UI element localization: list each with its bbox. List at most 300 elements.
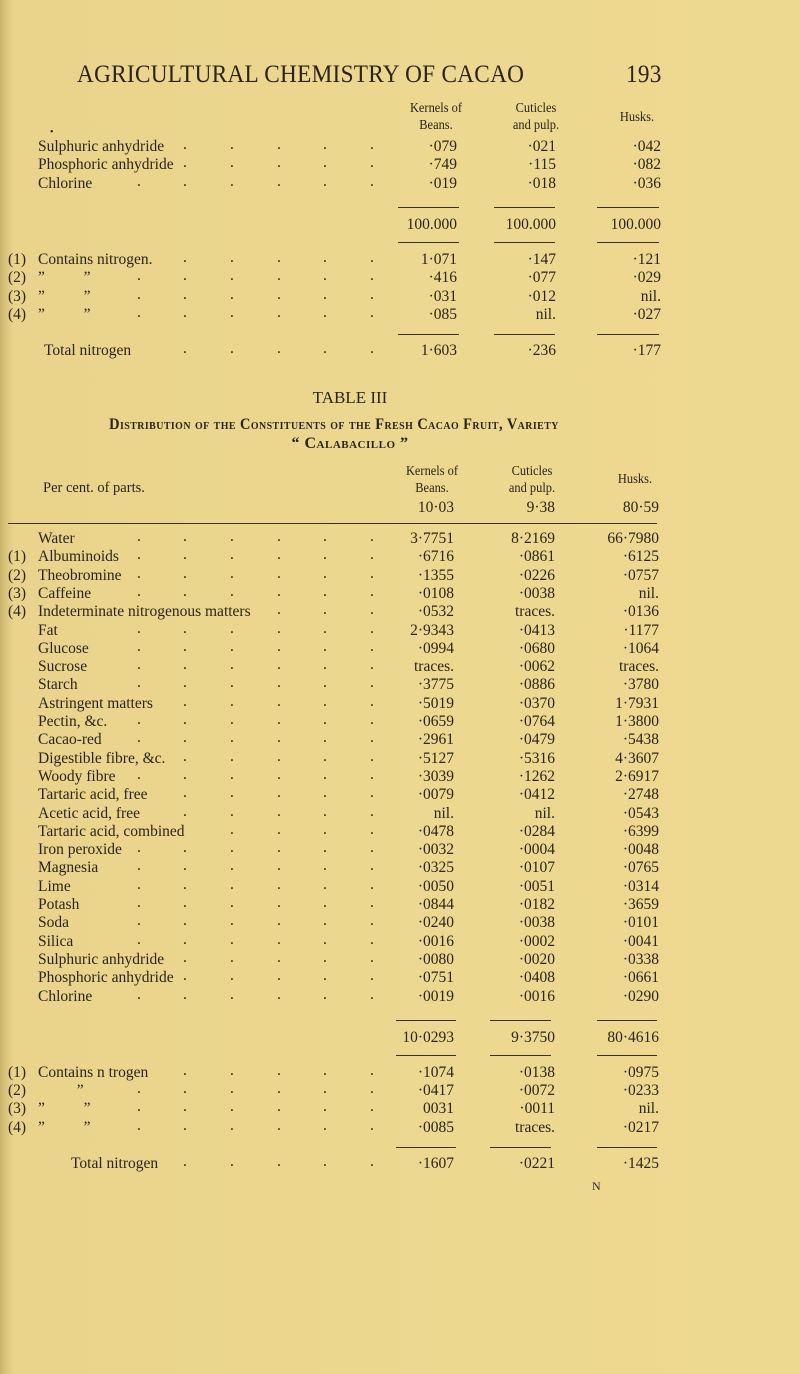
leader-dot: .	[230, 1061, 234, 1079]
column-rule	[490, 1055, 551, 1056]
leader-dot: .	[323, 711, 327, 728]
leader-dot: .	[370, 528, 374, 545]
cell-value: 3·7751	[410, 530, 454, 547]
leader-dot: .	[277, 285, 281, 303]
cell-value: ·0101	[622, 914, 659, 932]
leader-dot: .	[370, 619, 374, 637]
leader-dot: .	[183, 711, 187, 728]
column-total: 10·0293	[402, 1028, 454, 1046]
leader-dot: .	[230, 729, 234, 747]
leader-dot: .	[230, 857, 234, 875]
page-number: 193	[626, 61, 662, 88]
leader-dot: .	[137, 1098, 141, 1116]
cell-value: ·0107	[518, 859, 555, 877]
leader-dot: .	[370, 765, 374, 783]
leader-dot: .	[370, 948, 374, 966]
cell-value: ·0108	[417, 584, 454, 602]
cell-value: ·0757	[622, 566, 659, 584]
cell-value: ·3775	[417, 676, 454, 694]
leader-dot: .	[277, 267, 281, 285]
leader-dot: .	[137, 765, 141, 783]
leader-dot: .	[183, 765, 187, 783]
leader-dot: .	[137, 172, 141, 190]
leader-dot: .	[370, 303, 374, 321]
leader-dot: .	[137, 528, 141, 545]
leader-dot: .	[277, 340, 281, 358]
leader-dot: .	[370, 1098, 374, 1116]
leader-dot: .	[230, 1098, 234, 1116]
leader-dot: .	[323, 601, 327, 619]
cell-value: ·1074	[417, 1063, 454, 1081]
cell-value: ·0072	[518, 1082, 555, 1100]
leader-dot: .	[277, 857, 281, 875]
column-rule	[490, 1020, 551, 1021]
leader-dot: .	[323, 894, 327, 911]
cell-value: ·0038	[518, 914, 555, 932]
cell-value: ·0004	[518, 841, 555, 859]
leader-dot: .	[230, 285, 234, 303]
cell-value: ·0080	[417, 950, 454, 968]
leader-dot: .	[137, 894, 141, 911]
leader-dot: .	[183, 802, 187, 820]
column-rule	[494, 207, 555, 208]
leader-dot: .	[323, 948, 327, 966]
leader-dot: .	[277, 1153, 281, 1170]
row-label: Water	[38, 530, 75, 547]
row-label: Contains n trogen	[38, 1063, 149, 1081]
leader-dot: .	[183, 1061, 187, 1079]
leader-dot: .	[230, 248, 234, 266]
leader-dot: .	[277, 172, 281, 190]
cell-value: ·0290	[622, 987, 659, 1005]
leader-dot: .	[277, 656, 281, 674]
cell-value: ·0011	[519, 1100, 555, 1118]
leader-dot: .	[370, 582, 374, 600]
leader-dot: .	[137, 1080, 141, 1098]
leader-dot: .	[323, 267, 327, 285]
leader-dot: .	[370, 875, 374, 893]
cell-value: ·3659	[622, 896, 659, 913]
leader-dot: .	[137, 875, 141, 893]
row-label: Silica	[38, 932, 74, 950]
cell-value: ·0408	[518, 969, 555, 987]
row-label: Sulphuric anhydride	[38, 138, 165, 155]
leader-dot: .	[230, 637, 234, 655]
leader-dot: .	[370, 1061, 374, 1079]
leader-dot: .	[230, 340, 234, 358]
cell-value: ·0543	[622, 804, 659, 822]
leader-dot: .	[323, 857, 327, 875]
leader-dot: .	[370, 601, 374, 619]
leader-dot: .	[323, 692, 327, 710]
leader-dot: .	[370, 1116, 374, 1134]
leader-dot: .	[183, 839, 187, 857]
cell-value: ·018	[527, 174, 556, 192]
row-label: Chlorine	[38, 987, 93, 1005]
cell-value: ·0417	[417, 1082, 454, 1100]
leader-dot: .	[230, 985, 234, 1003]
leader-dot: .	[137, 546, 141, 564]
leader-dot: .	[323, 1098, 327, 1116]
leader-dot: .	[277, 154, 281, 172]
leader-dot: .	[183, 857, 187, 875]
leader-dot: .	[137, 1116, 141, 1134]
row-label: ” ”	[38, 1100, 91, 1118]
leader-dot: .	[277, 546, 281, 564]
row-label: Potash	[38, 896, 80, 913]
leader-dot: .	[277, 692, 281, 710]
row-label: Cacao-red	[38, 731, 102, 749]
leader-dot: .	[137, 674, 141, 692]
row-number: (2)	[8, 566, 27, 584]
cell-value: ·029	[632, 269, 661, 287]
cell-value: ·6125	[622, 548, 659, 566]
row-number: (3)	[8, 287, 27, 305]
row-number: (3)	[8, 584, 27, 602]
row-label: ”	[38, 1082, 84, 1100]
cell-value: ·0240	[417, 914, 454, 932]
column-rule	[398, 207, 459, 208]
cell-value: 66·7980	[607, 530, 659, 547]
column-rule	[597, 242, 659, 243]
row-label: Contains nitrogen.	[38, 250, 153, 268]
leader-dot: .	[230, 765, 234, 783]
column-rule	[597, 207, 659, 208]
column-rule	[398, 242, 459, 243]
leader-dot: .	[137, 711, 141, 728]
leader-dot: .	[323, 154, 327, 172]
row-label: Tartaric acid, free	[38, 786, 148, 804]
row-number: (2)	[8, 1082, 27, 1100]
leader-dot: .	[183, 637, 187, 655]
row-label: Glucose	[38, 639, 89, 657]
cell-value: nil.	[638, 1100, 659, 1118]
cell-value: ·1064	[622, 639, 659, 657]
leader-dot: .	[277, 136, 281, 153]
t3-col-header-husks: Husks.	[617, 471, 653, 486]
leader-dot: .	[230, 802, 234, 820]
leader-dot: .	[230, 948, 234, 966]
leader-dot: .	[323, 875, 327, 893]
cell-value: ·0886	[518, 676, 555, 694]
cell-value: ·3780	[622, 676, 659, 694]
row-label: Lime	[38, 877, 71, 895]
column-rule	[597, 1147, 657, 1148]
leader-dot: .	[370, 136, 374, 153]
leader-dot: .	[370, 912, 374, 930]
cell-value: 2·6917	[615, 767, 659, 785]
leader-dot: .	[323, 619, 327, 637]
leader-dot: .	[323, 528, 327, 545]
cell-value: traces.	[514, 1118, 555, 1136]
leader-dot: .	[370, 656, 374, 674]
cell-value: ·0413	[518, 621, 555, 639]
cell-value: ·0041	[622, 932, 659, 950]
table-caption: Distribution of the Constituents of the Fresh Cacao Fruit, Variety	[109, 416, 559, 433]
cell-value: ·749	[428, 156, 457, 174]
col-header-husks: Husks.	[619, 109, 655, 124]
row-label: Sucrose	[38, 658, 88, 676]
leader-dot: .	[277, 985, 281, 1003]
column-total: 100.000	[610, 215, 661, 233]
cell-value: ·0233	[622, 1082, 659, 1100]
cell-value: ·0032	[417, 841, 454, 859]
leader-dot: .	[183, 674, 187, 692]
row-label: Woody fibre	[38, 767, 116, 785]
leader-dot: .	[230, 820, 234, 838]
cell-value: ·0048	[622, 841, 659, 859]
leader-dot: .	[183, 582, 187, 600]
leader-dot: .	[277, 619, 281, 637]
leader-dot: .	[230, 692, 234, 710]
leader-dot: .	[323, 912, 327, 930]
leader-dot: .	[277, 528, 281, 545]
leader-dot: .	[370, 967, 374, 985]
leader-dot: .	[137, 637, 141, 655]
cell-value: ·0751	[417, 969, 454, 987]
t3-col-header-kernels: Kernels of Beans.	[405, 463, 459, 495]
cell-value: ·0765	[622, 859, 659, 877]
cell-value: ·0325	[417, 859, 454, 877]
row-number: (1)	[8, 548, 27, 566]
leader-dot: .	[370, 802, 374, 820]
cell-value: 1·7931	[615, 694, 659, 712]
leader-dot: .	[277, 747, 281, 765]
row-label: Iron peroxide	[38, 841, 122, 859]
leader-dot: .	[277, 582, 281, 600]
leader-dot: .	[323, 747, 327, 765]
cell-value: 8·2169	[511, 530, 555, 547]
leader-dot: .	[137, 303, 141, 321]
row-label: ” ”	[38, 287, 91, 305]
cell-value: traces.	[413, 658, 454, 676]
t3-col-header-cuticles: Cuticles and pulp.	[508, 463, 556, 495]
leader-dot: .	[323, 303, 327, 321]
cell-value: 0031	[423, 1100, 454, 1118]
cell-value: ·0226	[518, 566, 555, 584]
cell-value: ·147	[527, 250, 556, 268]
cell-value: ·0079	[417, 786, 454, 804]
leader-dot: .	[323, 1080, 327, 1098]
leader-dot: .	[277, 248, 281, 266]
row-label: Albuminoids	[38, 548, 119, 566]
cell-value: ·0861	[518, 548, 555, 566]
row-number: (4)	[8, 305, 27, 323]
leader-dot: .	[323, 637, 327, 655]
leader-dot: .	[137, 619, 141, 637]
column-total: 100.000	[406, 215, 457, 233]
t3-percent-kernels: 10·03	[417, 499, 454, 516]
column-rule	[398, 334, 459, 335]
leader-dot: .	[277, 784, 281, 802]
leader-dot: .	[370, 267, 374, 285]
leader-dot: .	[277, 1116, 281, 1134]
leader-dot: .	[323, 802, 327, 820]
column-total: 9·3750	[511, 1028, 555, 1046]
header-rule	[8, 523, 657, 524]
leader-dot: .	[183, 967, 187, 985]
leader-dot: .	[370, 729, 374, 747]
row-label: ” ”	[38, 1118, 91, 1136]
cell-value: nil.	[535, 305, 556, 323]
leader-dot: .	[230, 564, 234, 582]
leader-dot: .	[370, 154, 374, 172]
column-rule	[597, 1055, 657, 1056]
cell-value: ·115	[528, 156, 556, 174]
row-number: (3)	[8, 1100, 27, 1118]
cell-value: ·0338	[622, 950, 659, 968]
cell-value: ·0532	[417, 603, 454, 621]
cell-value: ·0019	[417, 987, 454, 1005]
cell-value: ·1355	[417, 566, 454, 584]
column-total: 100.000	[505, 215, 556, 233]
cell-value: nil.	[640, 287, 661, 305]
cell-value: nil.	[638, 584, 659, 602]
cell-value: 1·071	[420, 250, 457, 268]
cell-value: ·0051	[518, 877, 555, 895]
leader-dot: .	[277, 802, 281, 820]
leader-dot: .	[277, 1098, 281, 1116]
cell-value: ·1425	[622, 1155, 659, 1172]
row-label: ” ”	[38, 269, 91, 287]
leader-dot: .	[183, 619, 187, 637]
cell-value: ·085	[428, 305, 457, 323]
leader-dot: .	[183, 136, 187, 153]
leader-dot: .	[230, 875, 234, 893]
leader-dot: .	[183, 1098, 187, 1116]
cell-value: ·0062	[518, 658, 555, 676]
leader-dot: .	[370, 839, 374, 857]
cell-value: ·0661	[622, 969, 659, 987]
col-header-cuticles: Cuticles and pulp.	[512, 100, 560, 132]
cell-value: ·5316	[518, 749, 555, 767]
cell-value: traces.	[618, 658, 659, 676]
cell-value: 1·3800	[615, 713, 659, 730]
leader-dot: .	[183, 784, 187, 802]
row-label: Phosphoric anhydride	[38, 156, 174, 174]
leader-dot: .	[277, 601, 281, 619]
leader-dot: .	[137, 912, 141, 930]
leader-dot: .	[370, 285, 374, 303]
column-rule	[494, 334, 555, 335]
cell-value: ·036	[632, 174, 661, 192]
leader-dot: .	[183, 985, 187, 1003]
cell-value: ·0412	[518, 786, 555, 804]
leader-dot: .	[277, 894, 281, 911]
leader-dot: .	[323, 136, 327, 153]
cell-value: ·0085	[417, 1118, 454, 1136]
leader-dot: .	[323, 172, 327, 190]
leader-dot: .	[183, 930, 187, 948]
cell-value: ·6716	[417, 548, 454, 566]
leader-dot: .	[370, 820, 374, 838]
cell-value: ·1177	[623, 621, 659, 639]
cell-value: ·012	[527, 287, 556, 305]
cell-value: ·0217	[622, 1118, 659, 1136]
cell-value: 2·9343	[410, 621, 454, 639]
leader-dot: .	[230, 912, 234, 930]
leader-dot: .	[370, 747, 374, 765]
leader-dot: .	[277, 674, 281, 692]
leader-dot: .	[183, 912, 187, 930]
row-label: ” ”	[38, 305, 91, 323]
leader-dot: .	[277, 637, 281, 655]
leader-dot: .	[230, 674, 234, 692]
row-number: (1)	[8, 250, 27, 268]
row-label: Phosphoric anhydride	[38, 969, 174, 987]
row-label: Pectin, &c.	[38, 713, 108, 730]
leader-dot: .	[277, 839, 281, 857]
leader-dot: .	[230, 1080, 234, 1098]
cell-value: ·236	[527, 342, 556, 360]
leader-dot: .	[183, 340, 187, 358]
leader-dot: .	[323, 248, 327, 266]
leader-dot: .	[183, 1116, 187, 1134]
cell-value: ·077	[527, 269, 556, 287]
leader-dot: .	[137, 267, 141, 285]
cell-value: ·0659	[417, 713, 454, 730]
leader-dot: .	[370, 637, 374, 655]
cell-value: ·0050	[417, 877, 454, 895]
row-label: Theobromine	[38, 566, 122, 584]
leader-dot: .	[183, 154, 187, 172]
leader-dot: .	[137, 564, 141, 582]
cell-value: ·416	[428, 269, 457, 287]
leader-dot: .	[137, 582, 141, 600]
cell-value: ·0182	[518, 896, 555, 913]
row-header: Per cent. of parts.	[43, 480, 145, 496]
leader-dot: .	[230, 154, 234, 172]
cell-value: ·031	[428, 287, 457, 305]
leader-dot: .	[183, 692, 187, 710]
cell-value: ·0478	[417, 822, 454, 840]
leader-dot: .	[183, 528, 187, 545]
leader-dot: .	[183, 172, 187, 190]
leader-dot: .	[230, 656, 234, 674]
leader-dot: .	[137, 729, 141, 747]
column-rule	[396, 1147, 456, 1148]
leader-dot: .	[183, 875, 187, 893]
leader-dot: .	[370, 1153, 374, 1170]
leader-dot: .	[277, 765, 281, 783]
leader-dot: .	[370, 546, 374, 564]
column-rule	[490, 1147, 551, 1148]
leader-dot: .	[137, 930, 141, 948]
row-label: Acetic acid, free	[38, 804, 140, 822]
leader-dot: .	[183, 267, 187, 285]
leader-dot: .	[230, 267, 234, 285]
cell-value: ·0020	[518, 950, 555, 968]
cell-value: ·0138	[518, 1063, 555, 1081]
cell-value: ·0479	[518, 731, 555, 749]
leader-dot: .	[183, 894, 187, 911]
cell-value: ·5127	[417, 749, 454, 767]
leader-dot: .	[323, 1116, 327, 1134]
row-label: Total nitrogen	[44, 342, 132, 360]
leader-dot: .	[230, 967, 234, 985]
column-rule	[494, 242, 555, 243]
cell-value: ·0975	[622, 1063, 659, 1081]
row-label: Starch	[38, 676, 78, 694]
leader-dot: .	[230, 1116, 234, 1134]
leader-dot: .	[277, 1061, 281, 1079]
row-label: Indeterminate nitrogenous matters	[38, 603, 251, 621]
row-label: Total nitrogen	[71, 1155, 159, 1172]
leader-dot: .	[323, 285, 327, 303]
leader-dot: .	[323, 985, 327, 1003]
leader-dot: .	[323, 967, 327, 985]
leader-dot: .	[183, 656, 187, 674]
